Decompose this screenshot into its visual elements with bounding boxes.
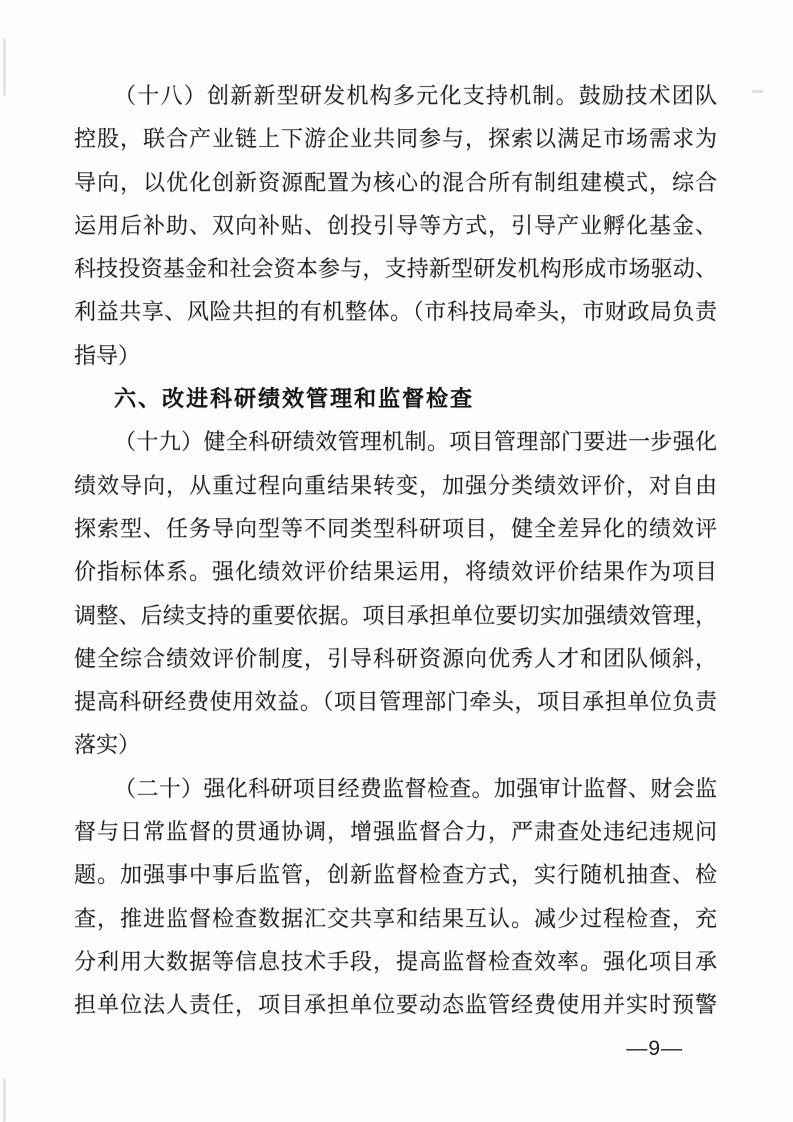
text-line: 指导）	[74, 342, 141, 368]
paragraph-18	[74, 74, 717, 377]
paragraph-20	[74, 767, 717, 1027]
scan-artifact	[3, 38, 6, 96]
text-line: 落实）	[74, 732, 141, 758]
document-body	[74, 74, 717, 1027]
text-line: 调整、后续支持的重要依据。项目承担单位要切实加强绩效管理，	[74, 602, 717, 628]
text-line: 题。加强事中事后监管，创新监督检查方式，实行随机抽查、检	[74, 862, 717, 888]
text-line: 查，推进监督检查数据汇交共享和结果互认。减少过程检查，充	[74, 905, 717, 931]
paragraph-19	[74, 420, 717, 766]
text-line: 科技投资基金和社会资本参与，支持新型研发机构形成市场驱动、	[74, 256, 717, 282]
text-line: （十八）创新新型研发机构多元化支持机制。鼓励技术团队	[114, 83, 717, 108]
text-line: 担单位法人责任，项目承担单位要动态监管经费使用并实时预警	[74, 992, 717, 1018]
text-line: 提高科研经费使用效益。（项目管理部门牵头，项目承担单位负责	[74, 689, 717, 715]
text-line: 绩效导向，从重过程向重结果转变，加强分类绩效评价，对自由	[74, 472, 717, 498]
scan-artifact	[3, 1078, 6, 1122]
section-heading: 六、改进科研绩效管理和监督检查	[114, 386, 475, 412]
scan-artifact	[752, 90, 763, 93]
text-line: （十九）健全科研绩效管理机制。项目管理部门要进一步强化	[114, 429, 717, 455]
text-line: 运用后补助、双向补贴、创投引导等方式，引导产业孵化基金、	[74, 212, 717, 238]
text-line: 探索型、任务导向型等不同类型科研项目，健全差异化的绩效评	[74, 515, 717, 541]
text-line: （二十）强化科研项目经费监督检查。加强审计监督、财会监	[114, 775, 717, 801]
text-line: 导向，以优化创新资源配置为核心的混合所有制组建模式，综合	[74, 169, 717, 195]
text-line: 控股，联合产业链上下游企业共同参与，探索以满足市场需求为	[74, 126, 717, 152]
text-line: 健全综合绩效评价制度，引导科研资源向优秀人才和团队倾斜，	[74, 645, 717, 671]
text-line: 利益共享、风险共担的有机整体。（市科技局牵头，市财政局负责	[74, 299, 717, 325]
page-number: —9—	[626, 1037, 683, 1060]
text-line: 分利用大数据等信息技术手段，提高监督检查效率。强化项目承	[74, 948, 717, 974]
text-line: 督与日常监督的贯通协调，增强监督合力，严肃查处违纪违规问	[74, 819, 717, 845]
text-line: 价指标体系。强化绩效评价结果运用，将绩效评价结果作为项目	[74, 559, 717, 585]
